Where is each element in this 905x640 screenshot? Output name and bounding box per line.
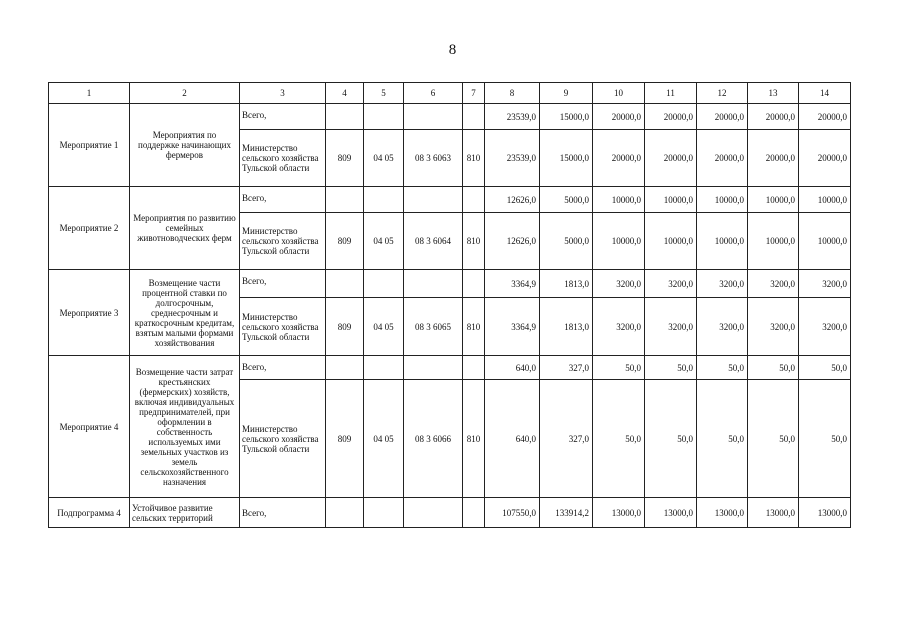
target-code: 08 3 6063 bbox=[404, 130, 463, 187]
empty-cell bbox=[364, 187, 404, 213]
event-name: Мероприятие 1 bbox=[49, 104, 130, 187]
total-value: 50,0 bbox=[645, 356, 697, 380]
event-description: Мероприятия по поддержке начинающих фермеров bbox=[130, 104, 240, 187]
table-row bbox=[49, 270, 851, 298]
total-value: 5000,0 bbox=[540, 187, 593, 213]
ministry-value: 50,0 bbox=[799, 380, 851, 498]
total-value: 1813,0 bbox=[540, 270, 593, 298]
ministry-value: 10000,0 bbox=[593, 213, 645, 270]
target-code: 08 3 6064 bbox=[404, 213, 463, 270]
ministry-value: 3200,0 bbox=[697, 298, 748, 356]
empty-cell bbox=[326, 270, 364, 298]
subprogram-value: 107550,0 bbox=[485, 498, 540, 528]
header-row bbox=[49, 83, 851, 104]
ministry-name: Министерство сельского хозяйства Тульской области bbox=[240, 130, 326, 187]
empty-cell bbox=[463, 187, 485, 213]
table-row bbox=[49, 104, 851, 130]
empty-cell bbox=[326, 187, 364, 213]
empty-cell bbox=[463, 270, 485, 298]
ministry-value: 640,0 bbox=[485, 380, 540, 498]
header-cell: 3 bbox=[240, 83, 326, 104]
header-cell: 2 bbox=[130, 83, 240, 104]
ministry-value: 20000,0 bbox=[748, 130, 799, 187]
header-cell: 6 bbox=[404, 83, 463, 104]
empty-cell bbox=[364, 104, 404, 130]
header-cell: 5 bbox=[364, 83, 404, 104]
ministry-name: Министерство сельского хозяйства Тульской области bbox=[240, 380, 326, 498]
empty-cell bbox=[404, 356, 463, 380]
empty-cell bbox=[404, 187, 463, 213]
empty-cell bbox=[326, 498, 364, 528]
header-cell: 14 bbox=[799, 83, 851, 104]
total-value: 3200,0 bbox=[645, 270, 697, 298]
header-cell: 10 bbox=[593, 83, 645, 104]
total-value: 3200,0 bbox=[697, 270, 748, 298]
subprogram-description: Устойчивое развитие сельских территорий bbox=[130, 498, 240, 528]
empty-cell bbox=[404, 270, 463, 298]
empty-cell bbox=[326, 356, 364, 380]
total-value: 3200,0 bbox=[799, 270, 851, 298]
event-description: Возмещение части затрат крестьянских (фермерских) хозяйств, включая индивидуальных предпринимателей, при оформлении в собственность используемых ими земельных участков из земель сельскохозяйственного назначения bbox=[130, 356, 240, 498]
empty-cell bbox=[364, 356, 404, 380]
ministry-value: 50,0 bbox=[593, 380, 645, 498]
subprogram-value: 13000,0 bbox=[697, 498, 748, 528]
total-value: 3200,0 bbox=[593, 270, 645, 298]
section-code: 04 05 bbox=[364, 130, 404, 187]
subprogram-row bbox=[49, 498, 851, 528]
ministry-value: 50,0 bbox=[697, 380, 748, 498]
budget-table bbox=[48, 82, 851, 528]
total-label: Всего, bbox=[240, 498, 326, 528]
total-value: 3364,9 bbox=[485, 270, 540, 298]
table-row bbox=[49, 187, 851, 213]
event-description: Мероприятия по развитию семейных животноводческих ферм bbox=[130, 187, 240, 270]
table-row bbox=[49, 356, 851, 380]
subprogram-label: Подпрограмма 4 bbox=[49, 498, 130, 528]
total-label: Всего, bbox=[240, 356, 326, 380]
total-value: 23539,0 bbox=[485, 104, 540, 130]
event-description: Возмещение части процентной ставки по долгосрочным, среднесрочным и краткосрочным кредитам, взятым малыми формами хозяйствования bbox=[130, 270, 240, 356]
subprogram-value: 13000,0 bbox=[645, 498, 697, 528]
total-value: 20000,0 bbox=[748, 104, 799, 130]
target-code: 08 3 6066 bbox=[404, 380, 463, 498]
empty-cell bbox=[463, 498, 485, 528]
subprogram-value: 13000,0 bbox=[748, 498, 799, 528]
total-value: 50,0 bbox=[697, 356, 748, 380]
subprogram-value: 13000,0 bbox=[799, 498, 851, 528]
empty-cell bbox=[326, 104, 364, 130]
ministry-value: 3364,9 bbox=[485, 298, 540, 356]
total-value: 20000,0 bbox=[697, 104, 748, 130]
header-cell: 9 bbox=[540, 83, 593, 104]
total-label: Всего, bbox=[240, 104, 326, 130]
event-name: Мероприятие 4 bbox=[49, 356, 130, 498]
header-cell: 11 bbox=[645, 83, 697, 104]
total-value: 50,0 bbox=[748, 356, 799, 380]
header-cell: 8 bbox=[485, 83, 540, 104]
section-code: 04 05 bbox=[364, 213, 404, 270]
total-value: 50,0 bbox=[799, 356, 851, 380]
ministry-value: 20000,0 bbox=[645, 130, 697, 187]
ministry-value: 5000,0 bbox=[540, 213, 593, 270]
empty-cell bbox=[364, 270, 404, 298]
total-value: 20000,0 bbox=[645, 104, 697, 130]
ministry-value: 50,0 bbox=[645, 380, 697, 498]
ministry-name: Министерство сельского хозяйства Тульской области bbox=[240, 298, 326, 356]
total-label: Всего, bbox=[240, 187, 326, 213]
expense-code: 810 bbox=[463, 130, 485, 187]
ministry-value: 50,0 bbox=[748, 380, 799, 498]
total-value: 10000,0 bbox=[799, 187, 851, 213]
event-name: Мероприятие 3 bbox=[49, 270, 130, 356]
ministry-value: 3200,0 bbox=[593, 298, 645, 356]
total-value: 3200,0 bbox=[748, 270, 799, 298]
ministry-value: 3200,0 bbox=[645, 298, 697, 356]
total-value: 10000,0 bbox=[645, 187, 697, 213]
ministry-value: 10000,0 bbox=[748, 213, 799, 270]
ministry-value: 20000,0 bbox=[799, 130, 851, 187]
page-number: 8 bbox=[448, 42, 457, 58]
total-value: 10000,0 bbox=[697, 187, 748, 213]
ministry-value: 20000,0 bbox=[593, 130, 645, 187]
header-cell: 12 bbox=[697, 83, 748, 104]
ministry-value: 15000,0 bbox=[540, 130, 593, 187]
ministry-value: 1813,0 bbox=[540, 298, 593, 356]
header-cell: 7 bbox=[463, 83, 485, 104]
ministry-value: 10000,0 bbox=[799, 213, 851, 270]
header-cell: 4 bbox=[326, 83, 364, 104]
empty-cell bbox=[463, 104, 485, 130]
section-code: 04 05 bbox=[364, 380, 404, 498]
ministry-value: 23539,0 bbox=[485, 130, 540, 187]
subprogram-value: 13000,0 bbox=[593, 498, 645, 528]
header-cell: 1 bbox=[49, 83, 130, 104]
subprogram-value: 133914,2 bbox=[540, 498, 593, 528]
total-label: Всего, bbox=[240, 270, 326, 298]
total-value: 10000,0 bbox=[748, 187, 799, 213]
total-value: 10000,0 bbox=[593, 187, 645, 213]
expense-code: 810 bbox=[463, 213, 485, 270]
header-cell: 13 bbox=[748, 83, 799, 104]
ministry-value: 3200,0 bbox=[799, 298, 851, 356]
empty-cell bbox=[463, 356, 485, 380]
total-value: 50,0 bbox=[593, 356, 645, 380]
ministry-value: 327,0 bbox=[540, 380, 593, 498]
empty-cell bbox=[404, 104, 463, 130]
total-value: 20000,0 bbox=[593, 104, 645, 130]
empty-cell bbox=[364, 498, 404, 528]
ministry-code: 809 bbox=[326, 298, 364, 356]
empty-cell bbox=[404, 498, 463, 528]
expense-code: 810 bbox=[463, 380, 485, 498]
total-value: 15000,0 bbox=[540, 104, 593, 130]
ministry-code: 809 bbox=[326, 130, 364, 187]
event-name: Мероприятие 2 bbox=[49, 187, 130, 270]
ministry-value: 10000,0 bbox=[697, 213, 748, 270]
target-code: 08 3 6065 bbox=[404, 298, 463, 356]
ministry-value: 3200,0 bbox=[748, 298, 799, 356]
ministry-code: 809 bbox=[326, 213, 364, 270]
section-code: 04 05 bbox=[364, 298, 404, 356]
total-value: 20000,0 bbox=[799, 104, 851, 130]
total-value: 12626,0 bbox=[485, 187, 540, 213]
ministry-value: 12626,0 bbox=[485, 213, 540, 270]
expense-code: 810 bbox=[463, 298, 485, 356]
total-value: 640,0 bbox=[485, 356, 540, 380]
ministry-code: 809 bbox=[326, 380, 364, 498]
ministry-value: 20000,0 bbox=[697, 130, 748, 187]
total-value: 327,0 bbox=[540, 356, 593, 380]
ministry-value: 10000,0 bbox=[645, 213, 697, 270]
ministry-name: Министерство сельского хозяйства Тульской области bbox=[240, 213, 326, 270]
